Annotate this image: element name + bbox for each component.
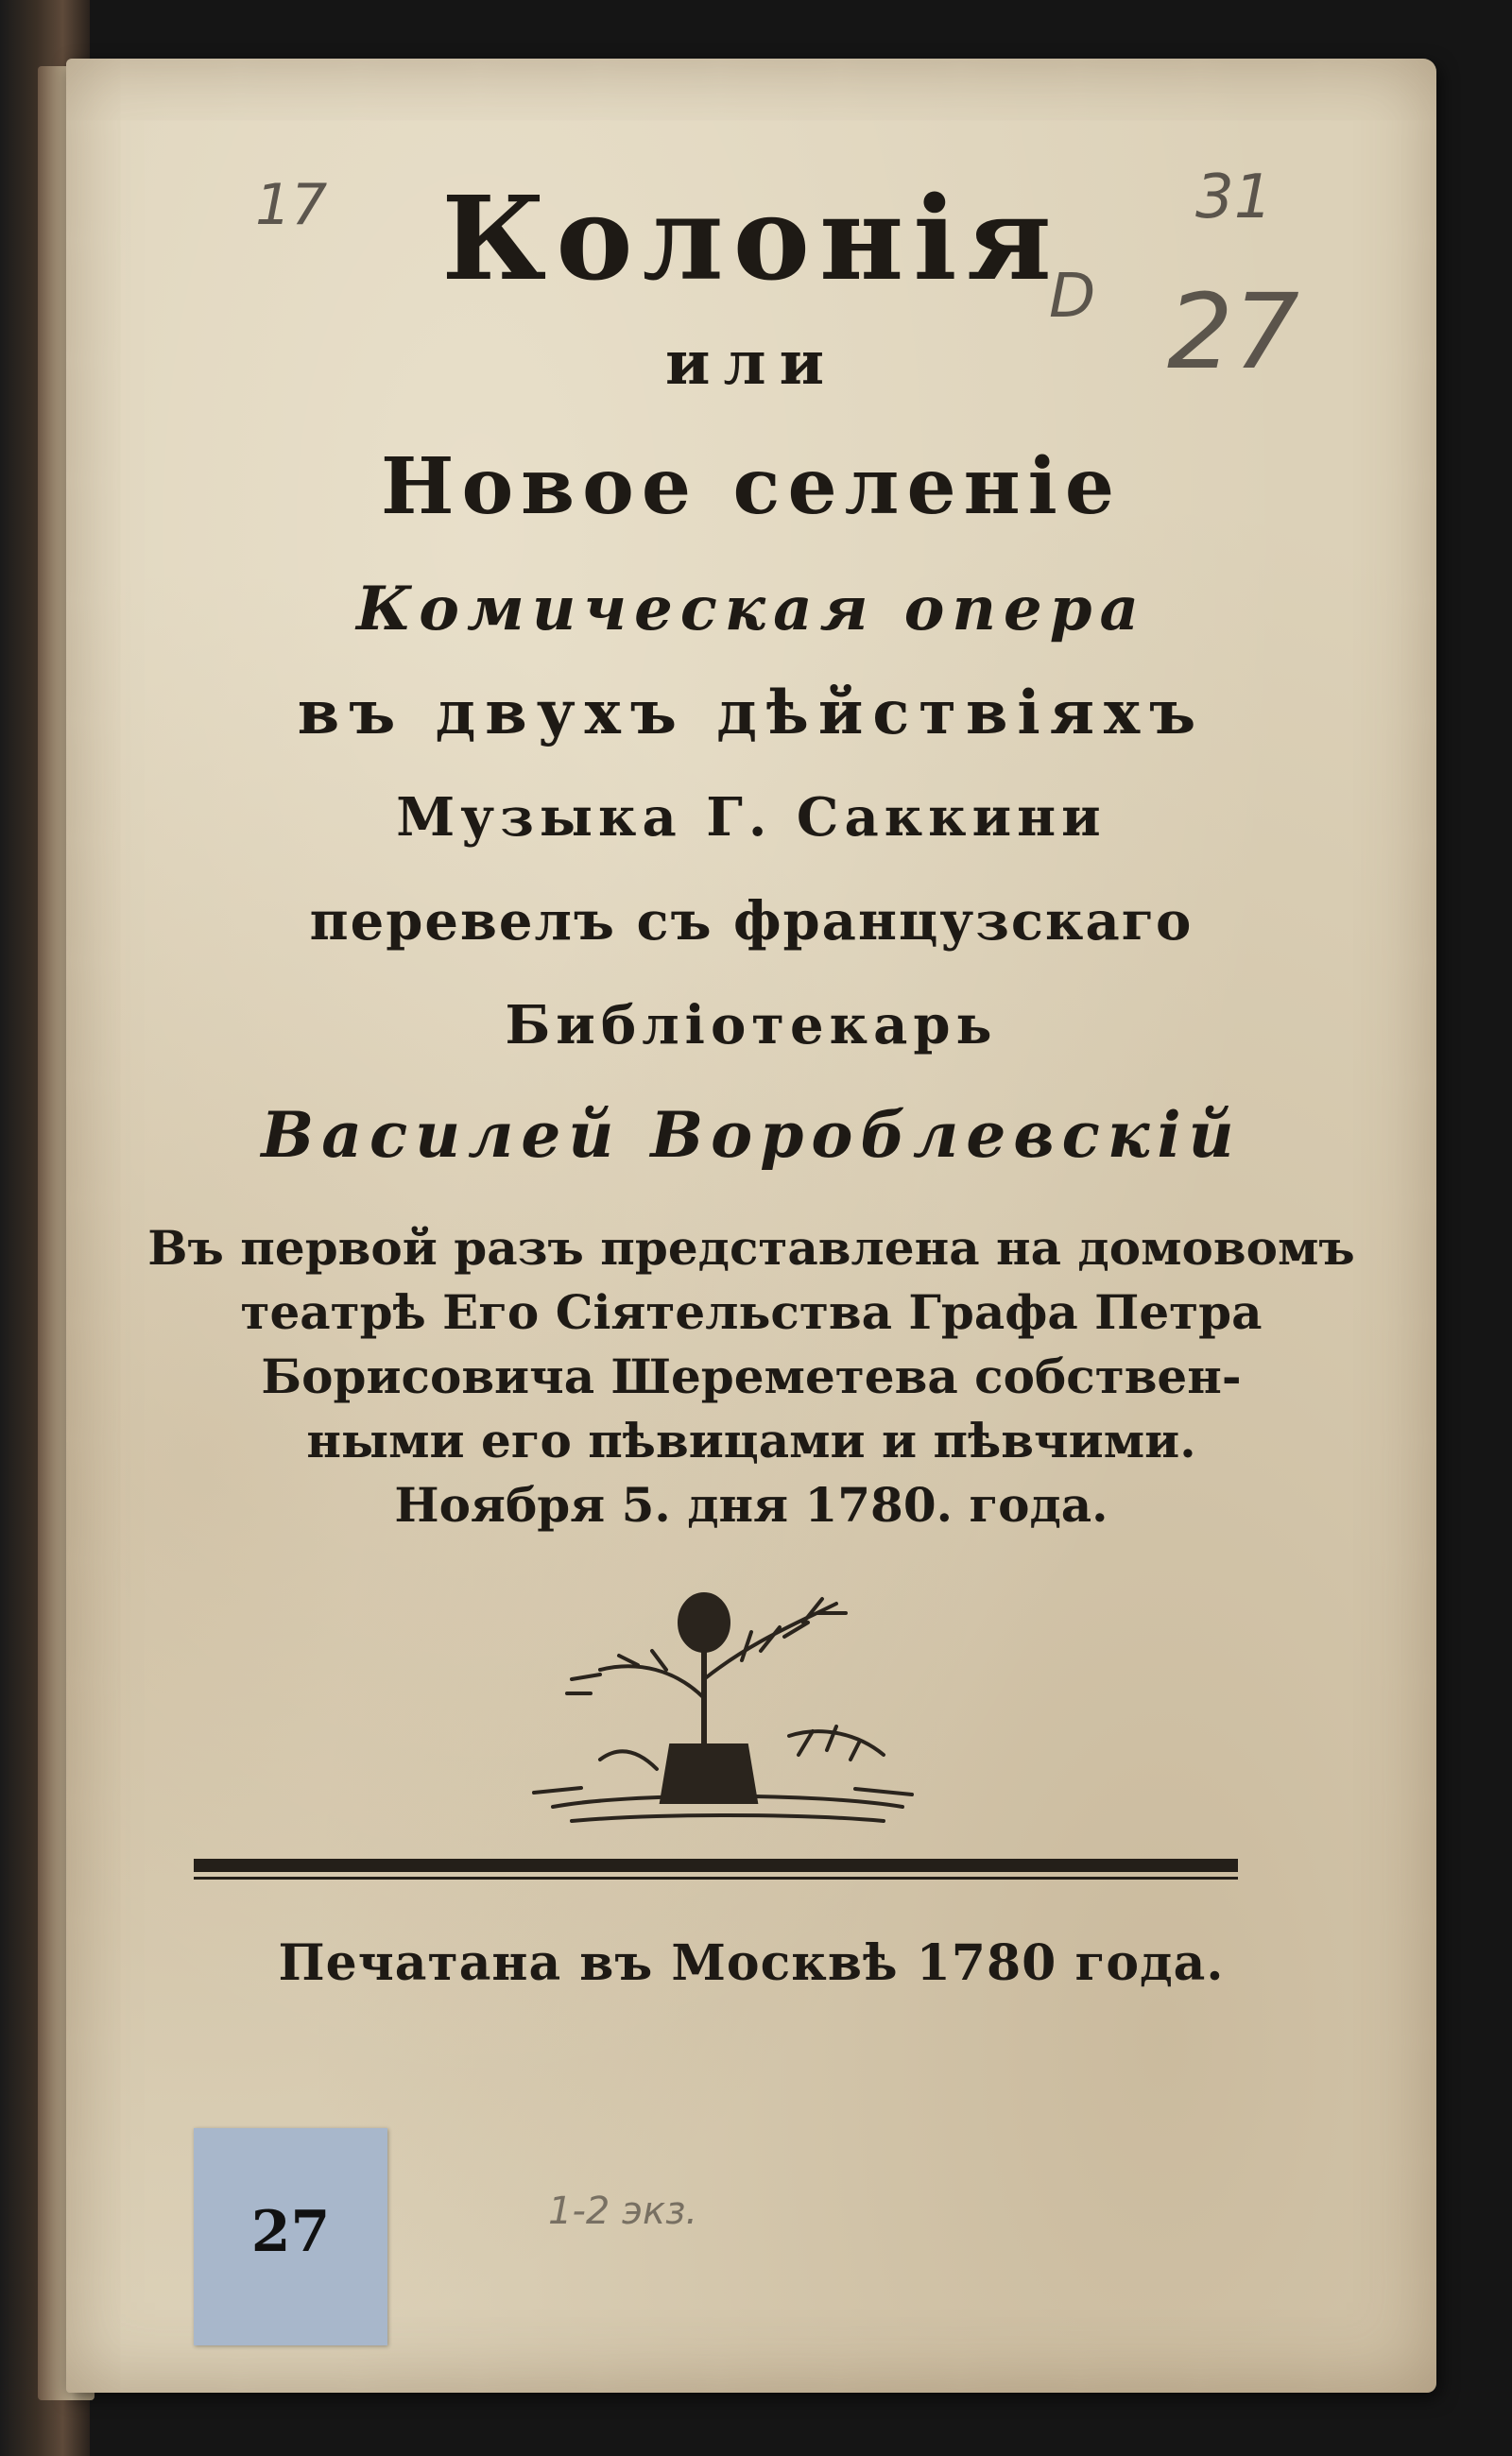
performance-line: ными его пѣвицами и пѣвчими.	[306, 1413, 1196, 1468]
handwritten-large-number: 27	[1167, 271, 1299, 392]
music-credit: Музыка Г. Саккини	[396, 786, 1107, 849]
handwritten-letter: D	[1049, 262, 1096, 332]
performance-paragraph	[66, 1216, 1436, 1537]
handwritten-number-top-right: 31	[1195, 163, 1273, 232]
handwritten-number-left: 17	[255, 172, 328, 238]
translator-position: Библіотекарь	[505, 994, 998, 1056]
performance-line: Борисовича Шереметева собствен-	[261, 1348, 1242, 1404]
performance-line: театрѣ Его Сіятельства Графа Петра	[240, 1284, 1263, 1340]
horizontal-rule-thin	[194, 1877, 1238, 1880]
performance-line: Въ первой разъ представлена на домовомъ	[147, 1220, 1355, 1276]
title-conjunction: или	[664, 328, 838, 399]
book-subtitle: Новое селеніе	[381, 441, 1122, 532]
performance-line: Ноября 5. дня 1780. года.	[394, 1477, 1108, 1533]
shelf-label	[194, 2128, 387, 2345]
horizontal-rule-thick	[194, 1859, 1238, 1872]
title-page	[66, 59, 1436, 2393]
handwritten-note: 1-2 экз.	[548, 2190, 698, 2233]
shelf-label-number: 27	[250, 2199, 331, 2265]
acts-line: въ двухъ дѣйствіяхъ	[297, 678, 1206, 748]
genre-line: Комическая опера	[356, 574, 1146, 644]
woodcut-vignette	[515, 1566, 931, 1840]
translator-name: Василей Вороблевскій	[261, 1098, 1242, 1172]
book-title: Колонія	[441, 170, 1061, 306]
translation-credit: перевелъ съ французскаго	[309, 890, 1194, 953]
imprint-line: Печатана въ Москвѣ 1780 года.	[278, 1934, 1225, 1992]
